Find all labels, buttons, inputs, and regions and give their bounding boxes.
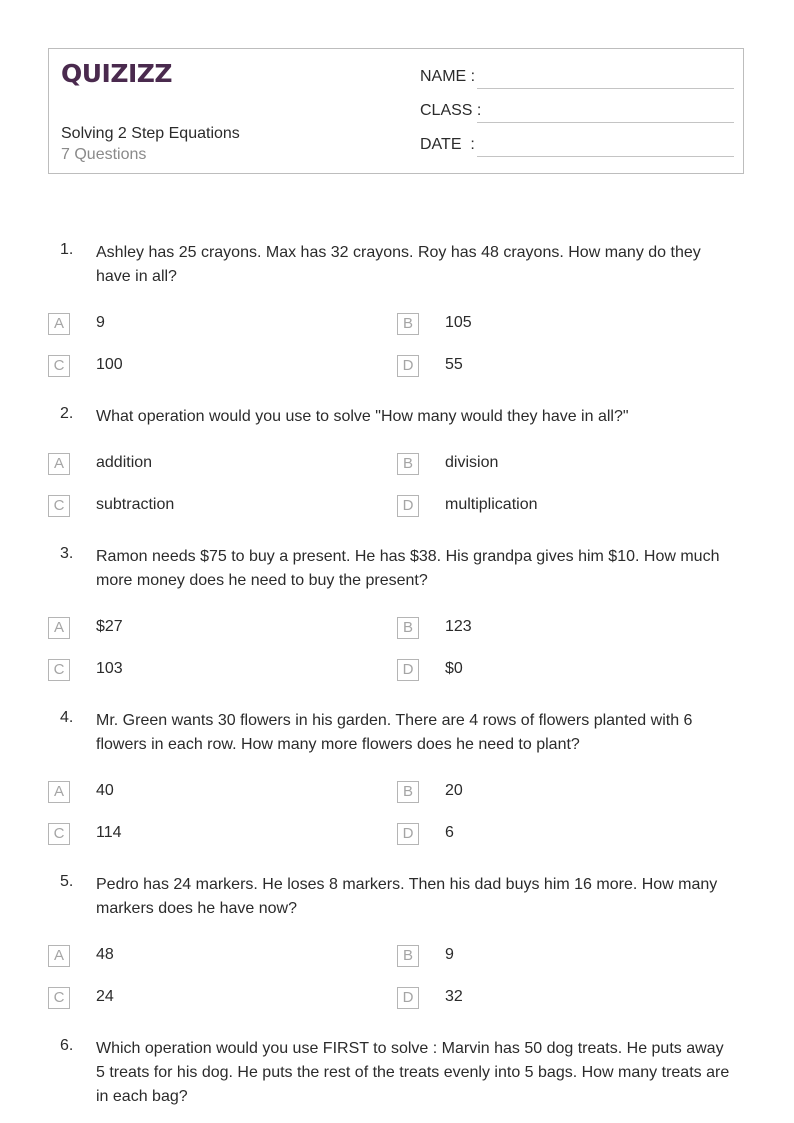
- option-text: 48: [96, 946, 114, 963]
- option-text: $27: [96, 618, 123, 635]
- quizizz-logo: QUIZIZZ: [61, 59, 173, 88]
- question-text: Which operation would you use FIRST to solve : Marvin has 50 dog treats. He puts away 5 treats for his dog. He puts the rest of the treats evenly into 5 bags. How many treats are in each bag?: [96, 1040, 730, 1105]
- option-text: 114: [96, 824, 122, 841]
- option-text: 6: [445, 824, 454, 841]
- option-text: 103: [96, 660, 123, 677]
- option-letter-box: C: [48, 659, 70, 681]
- question-text: What operation would you use to solve "How many would they have in all?": [96, 408, 629, 425]
- name-line: [477, 88, 734, 89]
- option-text: 9: [96, 314, 105, 331]
- question-number: 5.: [60, 873, 74, 890]
- question-number: 6.: [60, 1037, 74, 1054]
- date-label: DATE :: [420, 136, 475, 153]
- option-letter-box: B: [397, 313, 419, 335]
- question-text: Mr. Green wants 30 flowers in his garden. There are 4 rows of flowers planted with 6 flowers in each row. How many more flowers does he need to plant?: [96, 712, 693, 753]
- question-number: 1.: [60, 241, 74, 258]
- option-letter-box: A: [48, 945, 70, 967]
- option-text: 9: [445, 946, 454, 963]
- class-label: CLASS :: [420, 102, 482, 119]
- option-letter-box: B: [397, 781, 419, 803]
- question-text: Ramon needs $75 to buy a present. He has $38. His grandpa gives him $10. How much more money does he need to buy the present?: [96, 548, 720, 589]
- class-line: [477, 122, 734, 123]
- question-text: Pedro has 24 markers. He loses 8 markers. Then his dad buys him 16 more. How many markers does he have now?: [96, 876, 718, 917]
- option-text: 100: [96, 356, 123, 373]
- option-letter-box: B: [397, 453, 419, 475]
- question-number: 3.: [60, 545, 74, 562]
- name-label: NAME :: [420, 68, 476, 85]
- worksheet-header: [48, 48, 744, 174]
- option-text: 40: [96, 782, 114, 799]
- option-text: 55: [445, 356, 463, 373]
- option-letter-box: B: [397, 945, 419, 967]
- option-text: 32: [445, 988, 463, 1005]
- option-letter-box: C: [48, 823, 70, 845]
- option-text: multiplication: [445, 496, 538, 513]
- option-letter-box: D: [397, 495, 419, 517]
- option-letter-box: D: [397, 355, 419, 377]
- question-count: 7 Questions: [61, 146, 147, 163]
- option-letter-box: B: [397, 617, 419, 639]
- date-line: [477, 156, 734, 157]
- option-letter-box: C: [48, 495, 70, 517]
- option-text: $0: [445, 660, 463, 677]
- name-field[interactable]: [420, 68, 734, 90]
- option-text: 24: [96, 988, 114, 1005]
- option-letter-box: A: [48, 453, 70, 475]
- question-number: 2.: [60, 405, 74, 422]
- option-letter-box: C: [48, 987, 70, 1009]
- option-letter-box: A: [48, 781, 70, 803]
- option-text: addition: [96, 454, 153, 471]
- option-text: division: [445, 454, 499, 471]
- worksheet-title: Solving 2 Step Equations: [61, 125, 240, 142]
- option-text: subtraction: [96, 496, 175, 513]
- date-field[interactable]: [420, 136, 734, 158]
- class-field[interactable]: [420, 102, 734, 124]
- question-number: 4.: [60, 709, 74, 726]
- option-letter-box: D: [397, 987, 419, 1009]
- option-letter-box: C: [48, 355, 70, 377]
- option-letter-box: D: [397, 659, 419, 681]
- option-letter-box: D: [397, 823, 419, 845]
- option-letter-box: A: [48, 617, 70, 639]
- question-text: Ashley has 25 crayons. Max has 32 crayons. Roy has 48 crayons. How many do they have in all?: [96, 244, 701, 285]
- option-text: 20: [445, 782, 463, 799]
- option-text: 123: [445, 618, 472, 635]
- option-letter-box: A: [48, 313, 70, 335]
- option-text: 105: [445, 314, 472, 331]
